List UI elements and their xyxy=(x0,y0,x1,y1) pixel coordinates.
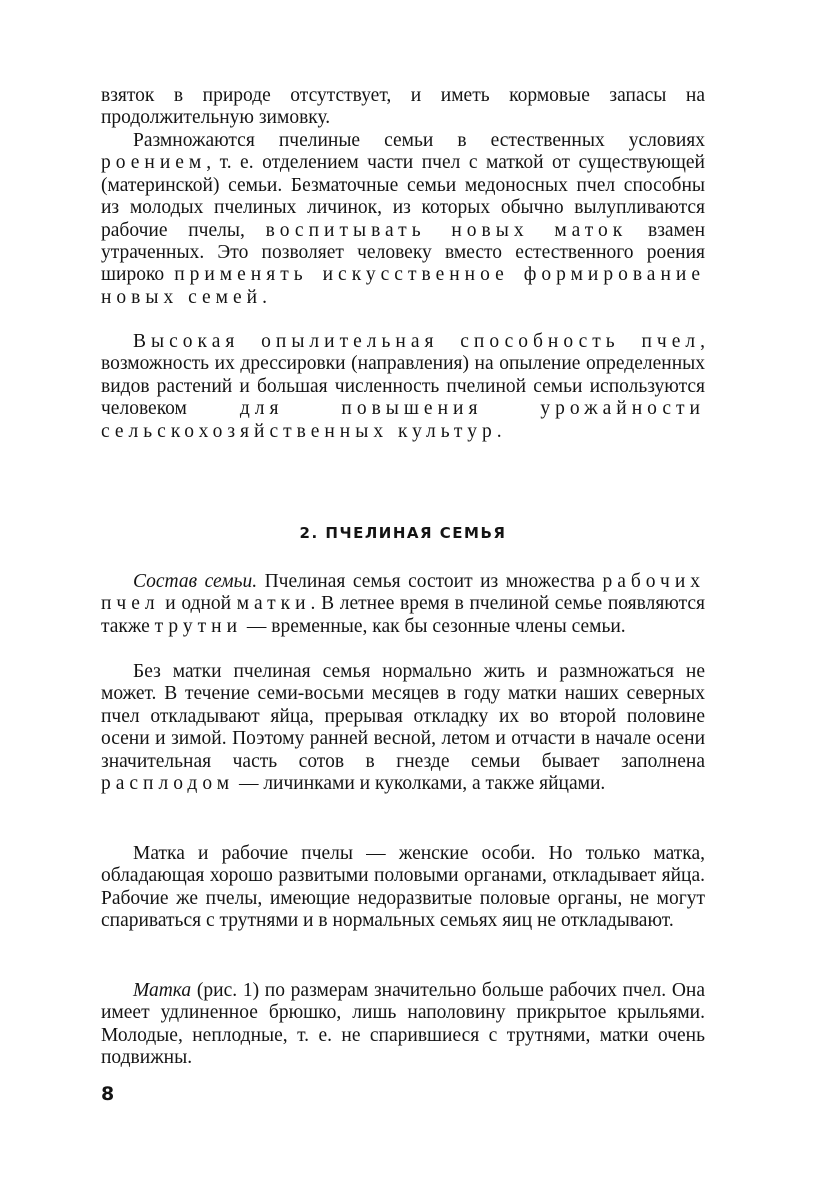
spaced-term: трутни xyxy=(154,615,243,637)
text: Пчелиная семья состоит из множества xyxy=(257,571,603,592)
spaced-term: роением xyxy=(101,152,207,174)
text: взяток в природе отсутствует, и иметь кормовые запасы на продолжительную зимовку. xyxy=(101,85,705,129)
paragraph-family-composition xyxy=(101,571,705,638)
paragraph-queen-necessity xyxy=(101,661,705,795)
text: Размножаются пчелиные семьи в естественных условиях xyxy=(133,130,705,151)
paragraph-queen-description xyxy=(101,980,705,1070)
page-number: 8 xyxy=(101,1083,115,1105)
text: взамен утраченных. Это позволяет человеку вместо естественного роения широко xyxy=(101,219,705,286)
text: , т. е. отделением части пчел с маткой от существующей (материнской) семьи. Безматочные семьи медоносных пчел способны из молодых пчелиных личинок, из которых обычно вылупливаются рабочие пчелы, xyxy=(101,152,705,241)
text: и одной xyxy=(159,593,237,615)
spaced-term: Высокая опылительная способность пчел xyxy=(133,331,701,352)
spaced-term: применять искусственное формирование новых семей xyxy=(101,264,705,308)
text: . xyxy=(262,286,267,308)
section-heading: 2. ПЧЕЛИНАЯ СЕМЬЯ xyxy=(299,524,507,542)
paragraph-intro-end xyxy=(101,85,705,130)
spaced-term: матки xyxy=(236,593,311,615)
spaced-term: воспитывать новых маток xyxy=(265,219,628,241)
text: Без матки пчелиная семья нормально жить и размножаться не может. В течение семи-восьми месяцев в году матки наших северных пчел откладывают яйца, прерывая откладку их во второй половине осени и зимой. Поэтому ранней весной, летом и отчасти в начале осени значительная часть сотов в гнезде семьи бывает заполнена xyxy=(101,661,705,772)
text: — личинками и куколками, а также яйцами. xyxy=(234,773,606,795)
text: . xyxy=(496,420,502,442)
spaced-term: рабочих пчел xyxy=(101,571,706,615)
text: — временные, как бы сезонные члены семьи. xyxy=(242,615,626,637)
paragraph-reproduction xyxy=(101,130,705,309)
spaced-term: для повышения урожайности сельскохозяйственных культур xyxy=(101,398,705,442)
spaced-term: расплодом xyxy=(101,773,235,795)
italic-term: Матка xyxy=(133,980,192,1001)
italic-term: Состав семьи. xyxy=(133,571,258,592)
text: . В летнее время в пчелиной семье появляются также xyxy=(101,593,705,637)
text: (рис. 1) по размерам значительно больше рабочих пчел. Она имеет удлиненное брюшко, лишь наполовину прикрытое крыльями. Молодые, неплодные, т. е. не спарившиеся с трутнями, матки очень подвижны. xyxy=(101,980,705,1069)
paragraph-female-individuals xyxy=(101,843,705,933)
text: Матка и рабочие пчелы — женские особи. Но только матка, обладающая хорошо развитыми половыми органами, откладывает яйца. Рабочие же пчелы, имеющие недоразвитые половые органы, не могут спариваться с трутнями и в нормальных семьях яиц не откладывают. xyxy=(101,843,705,932)
paragraph-pollination xyxy=(101,331,705,443)
text: , возможность их дрессировки (направления) на опыление определенных видов растений и большая численность пчелиной семьи используются человеком xyxy=(101,331,705,420)
